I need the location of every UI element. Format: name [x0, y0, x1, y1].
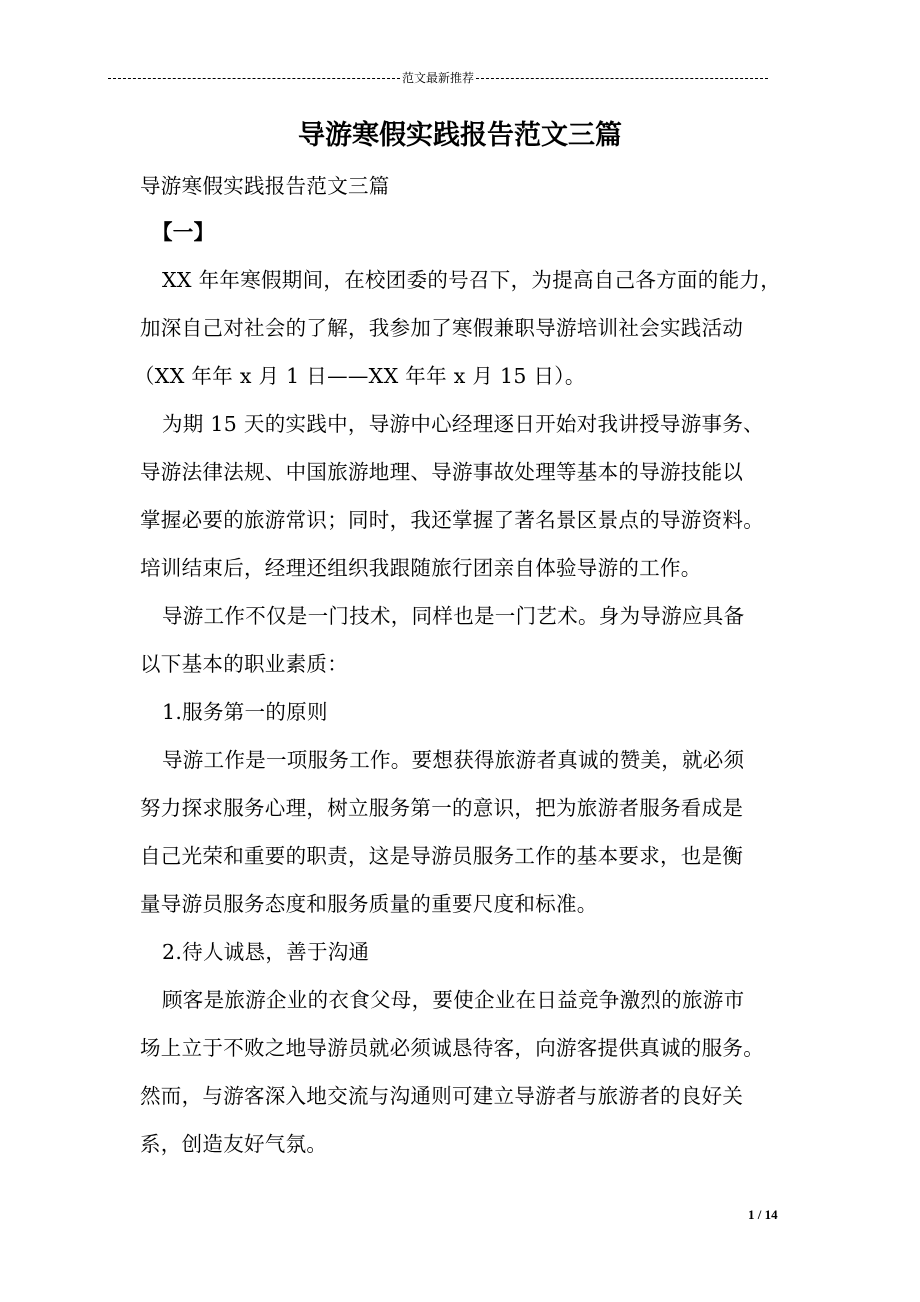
header-dashed-rule-right	[476, 78, 768, 79]
document-title: 导游寒假实践报告范文三篇	[298, 120, 622, 151]
paragraph-line: 系，创造友好气氛。	[140, 1132, 328, 1156]
paragraph-line: 导游法律法规、中国旅游地理、导游事故处理等基本的导游技能以	[140, 460, 744, 484]
paragraph-line: 为期 15 天的实践中，导游中心经理逐日开始对我讲授导游事务、	[162, 412, 764, 436]
document-subtitle: 导游寒假实践报告范文三篇	[140, 174, 390, 198]
paragraph-line: 量导游员服务态度和服务质量的重要尺度和标准。	[140, 892, 598, 916]
numbered-heading: 1.服务第一的原则	[162, 700, 328, 724]
paragraph-line: XX 年年寒假期间，在校团委的号召下，为提高自己各方面的能力，	[162, 268, 782, 292]
paragraph-line: 掌握必要的旅游常识；同时，我还掌握了著名景区景点的导游资料。	[140, 508, 764, 532]
paragraph-line: 以下基本的职业素质：	[140, 652, 348, 676]
paragraph-line: 顾客是旅游企业的衣食父母，要使企业在日益竞争激烈的旅游市	[162, 988, 745, 1012]
paragraph-line: 加深自己对社会的了解，我参加了寒假兼职导游培训社会实践活动	[140, 316, 744, 340]
paragraph-line: 然而，与游客深入地交流与沟通则可建立导游者与旅游者的良好关	[140, 1084, 744, 1108]
page-number: 1 / 14	[748, 1207, 778, 1222]
paragraph-line: （XX 年年 x 月 1 日——XX 年年 x 月 15 日）。	[134, 364, 586, 388]
header-dashed-rule-left	[108, 78, 400, 79]
paragraph-line: 培训结束后，经理还组织我跟随旅行团亲自体验导游的工作。	[140, 556, 702, 580]
paragraph-line: 导游工作是一项服务工作。要想获得旅游者真诚的赞美，就必须	[162, 748, 745, 772]
paragraph-line: 导游工作不仅是一门技术，同样也是一门艺术。身为导游应具备	[162, 604, 745, 628]
section-marker: 【一】	[152, 220, 215, 244]
paragraph-line: 场上立于不败之地导游员就必须诚恳待客，向游客提供真诚的服务。	[140, 1036, 764, 1060]
paragraph-line: 努力探求服务心理，树立服务第一的意识，把为旅游者服务看成是	[140, 796, 744, 820]
page-header	[108, 66, 768, 88]
paragraph-line: 自己光荣和重要的职责，这是导游员服务工作的基本要求，也是衡	[140, 844, 744, 868]
header-label: 范文最新推荐	[402, 70, 475, 85]
numbered-heading: 2.待人诚恳，善于沟通	[162, 940, 370, 964]
